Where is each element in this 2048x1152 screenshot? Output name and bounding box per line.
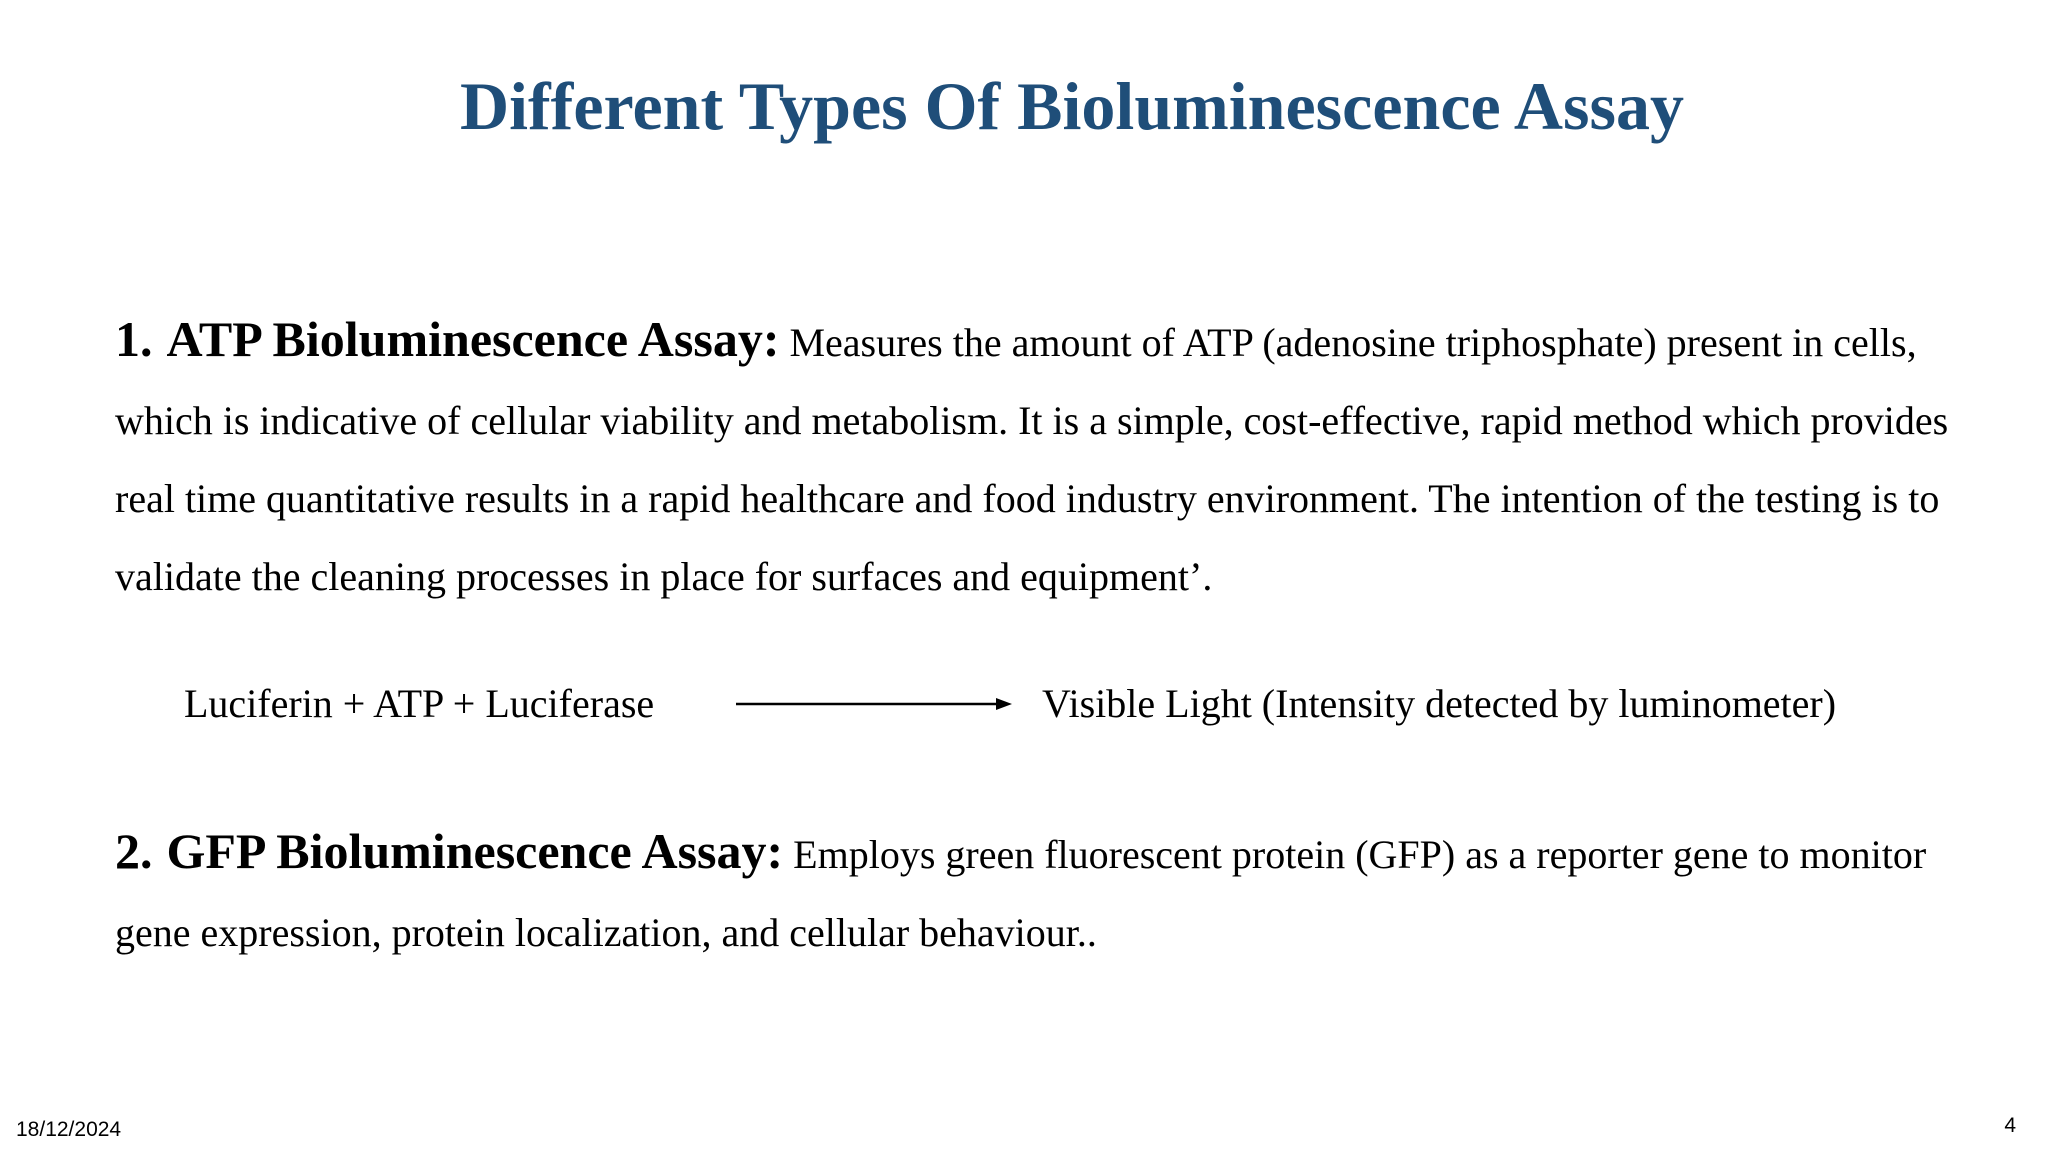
item-heading: ATP Bioluminescence Assay: xyxy=(166,311,780,367)
assay-item-atp xyxy=(115,300,1965,616)
equation-reactants: Luciferin + ATP + Luciferase xyxy=(184,681,655,726)
assay-item-gfp xyxy=(115,812,1965,972)
slide-title: Different Types Of Bioluminescence Assay xyxy=(460,68,1684,144)
equation-products: Visible Light (Intensity detected by luminometer) xyxy=(1042,681,1837,726)
item-number: 1. xyxy=(115,311,153,367)
item-description: Measures the amount of ATP (adenosine triphosphate) present in cells, which is indicative of cellular viability and metabolism. It is a simple, cost-effective, rapid method which provides real time quantitative results in a rapid healthcare and food industry environment. The intention of the testing is to validate the cleaning processes in place for surfaces and equipment’. xyxy=(115,320,1949,599)
reaction-equation xyxy=(0,672,2048,736)
item-heading: GFP Bioluminescence Assay: xyxy=(166,823,784,879)
footer-date: 18/12/2024 xyxy=(16,1118,122,1141)
item-number: 2. xyxy=(115,823,153,879)
item-description: Employs green fluorescent protein (GFP) as a reporter gene to monitor gene expression, protein localization, and cellular behaviour.. xyxy=(115,832,1927,955)
slide-number: 4 xyxy=(2004,1114,2016,1137)
reaction-arrow-icon xyxy=(736,696,1012,712)
